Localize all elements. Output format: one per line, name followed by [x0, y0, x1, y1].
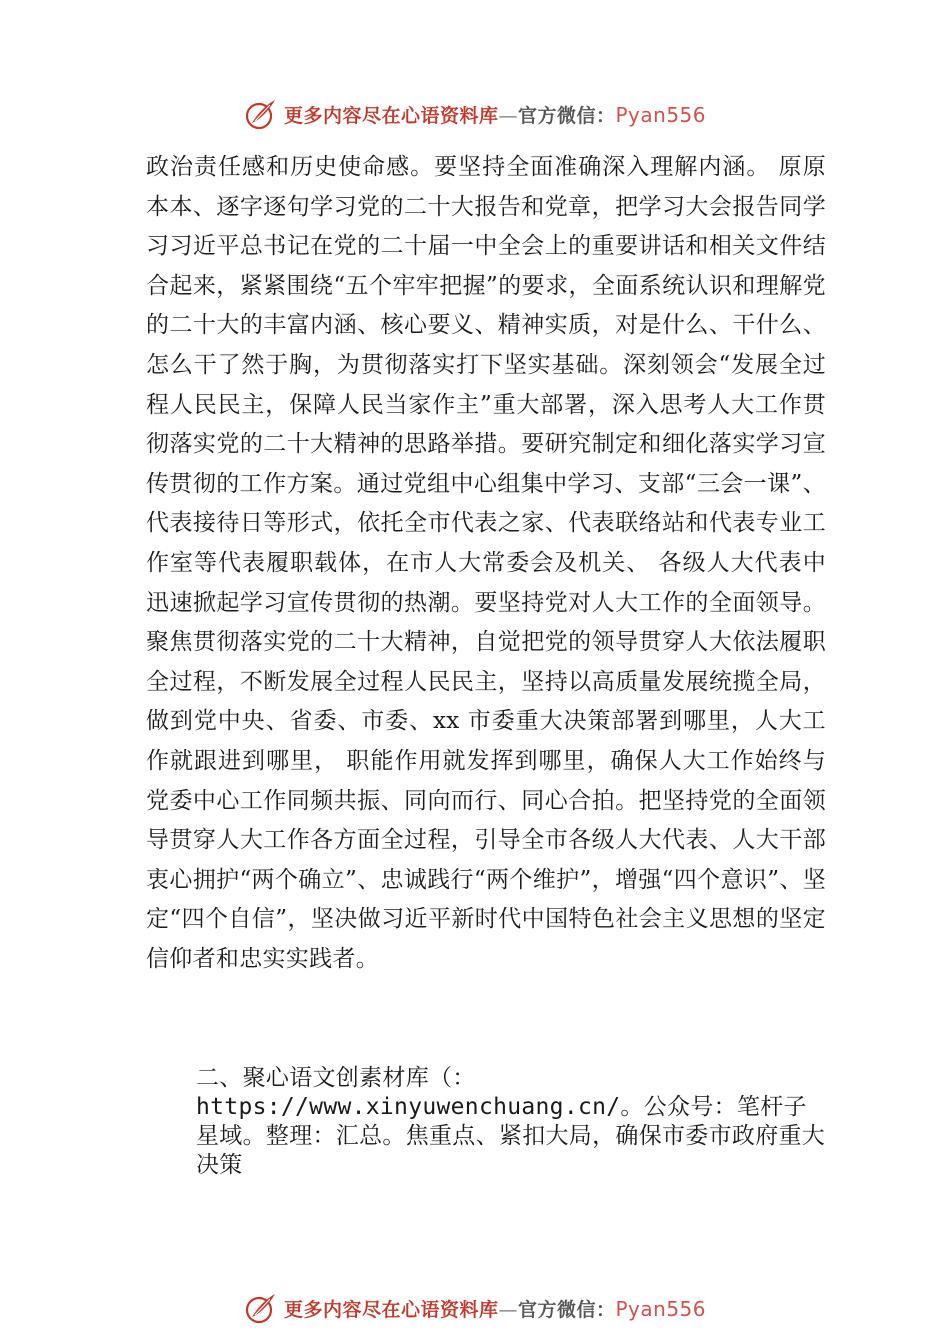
- feather-pen-logo-icon: [244, 1291, 278, 1325]
- footer-banner: [0, 1288, 950, 1328]
- body-paragraph: 政治责任感和历史使命感。要坚持全面准确深入理解内涵。 原原本本、逐字逐句学习党的二十大报告和党章，把学习大会报告同学习习近平总书记在党的二十届一中全会上的重要讲话和相关文件结合起来，紧紧围绕“五个牢牢把握”的要求，全面系统认识和理解党的二十大的丰富内涵、核心要义、精神实质，对是什么、干什么、怎么干了然于胸，为贯彻落实打下坚实基础。深刻领会“发展全过程人民民主，保障人民当家作主”重大部署，深入思考人大工作贯彻落实党的二十大精神的思路举措。要研究制定和细化落实学习宣传贯彻的工作方案。通过党组中心组集中学习、支部“三会一课”、代表接待日等形式，依托全市代表之家、代表联络站和代表专业工作室等代表履职载体，在市人大常委会及机关、 各级人大代表中迅速掀起学习宣传贯彻的热潮。要坚持党对人大工作的全面领导。聚焦贯彻落实党的二十大精神，自觉把党的领导贯穿人大依法履职全过程，不断发展全过程人民民主，坚持以高质量发展统揽全局，做到党中央、省委、市委、xx 市委重大决策部署到哪里，人大工作就跟进到哪里， 职能作用就发挥到哪里，确保人大工作始终与党委中心工作同频共振、同向而行、同心合拍。把坚持党的全面领导贯穿人大工作各方面全过程，引导全市各级人大代表、人大干部衷心拥护“两个确立”、忠诚践行“两个维护”，增强“四个意识”、坚定“四个自信”，坚决做习近平新时代中国特色社会主义思想的坚定信仰者和忠实实践者。: [146, 154, 826, 972]
- footer-wechat-label: 官方微信：: [517, 1298, 616, 1321]
- header-banner: [0, 94, 950, 134]
- footer-wechat-id: Pyan556: [615, 1296, 707, 1321]
- footer-promo-text: 更多内容尽在心语资料库: [283, 1298, 499, 1321]
- header-dash: —: [498, 104, 518, 127]
- header-wechat-label: 官方微信：: [517, 104, 616, 127]
- feather-pen-logo-icon: [244, 97, 278, 131]
- section-heading: 二、聚心语文创素材库（：https://www.xinyuwenchuang.cn/。公众号：笔杆子星域。整理：汇总。焦重点、紧扣大局，确保市委市政府重大决策: [196, 1065, 826, 1178]
- header-wechat-id: Pyan556: [615, 102, 707, 127]
- header-promo-text: 更多内容尽在心语资料库: [283, 104, 499, 127]
- footer-dash: —: [498, 1298, 518, 1321]
